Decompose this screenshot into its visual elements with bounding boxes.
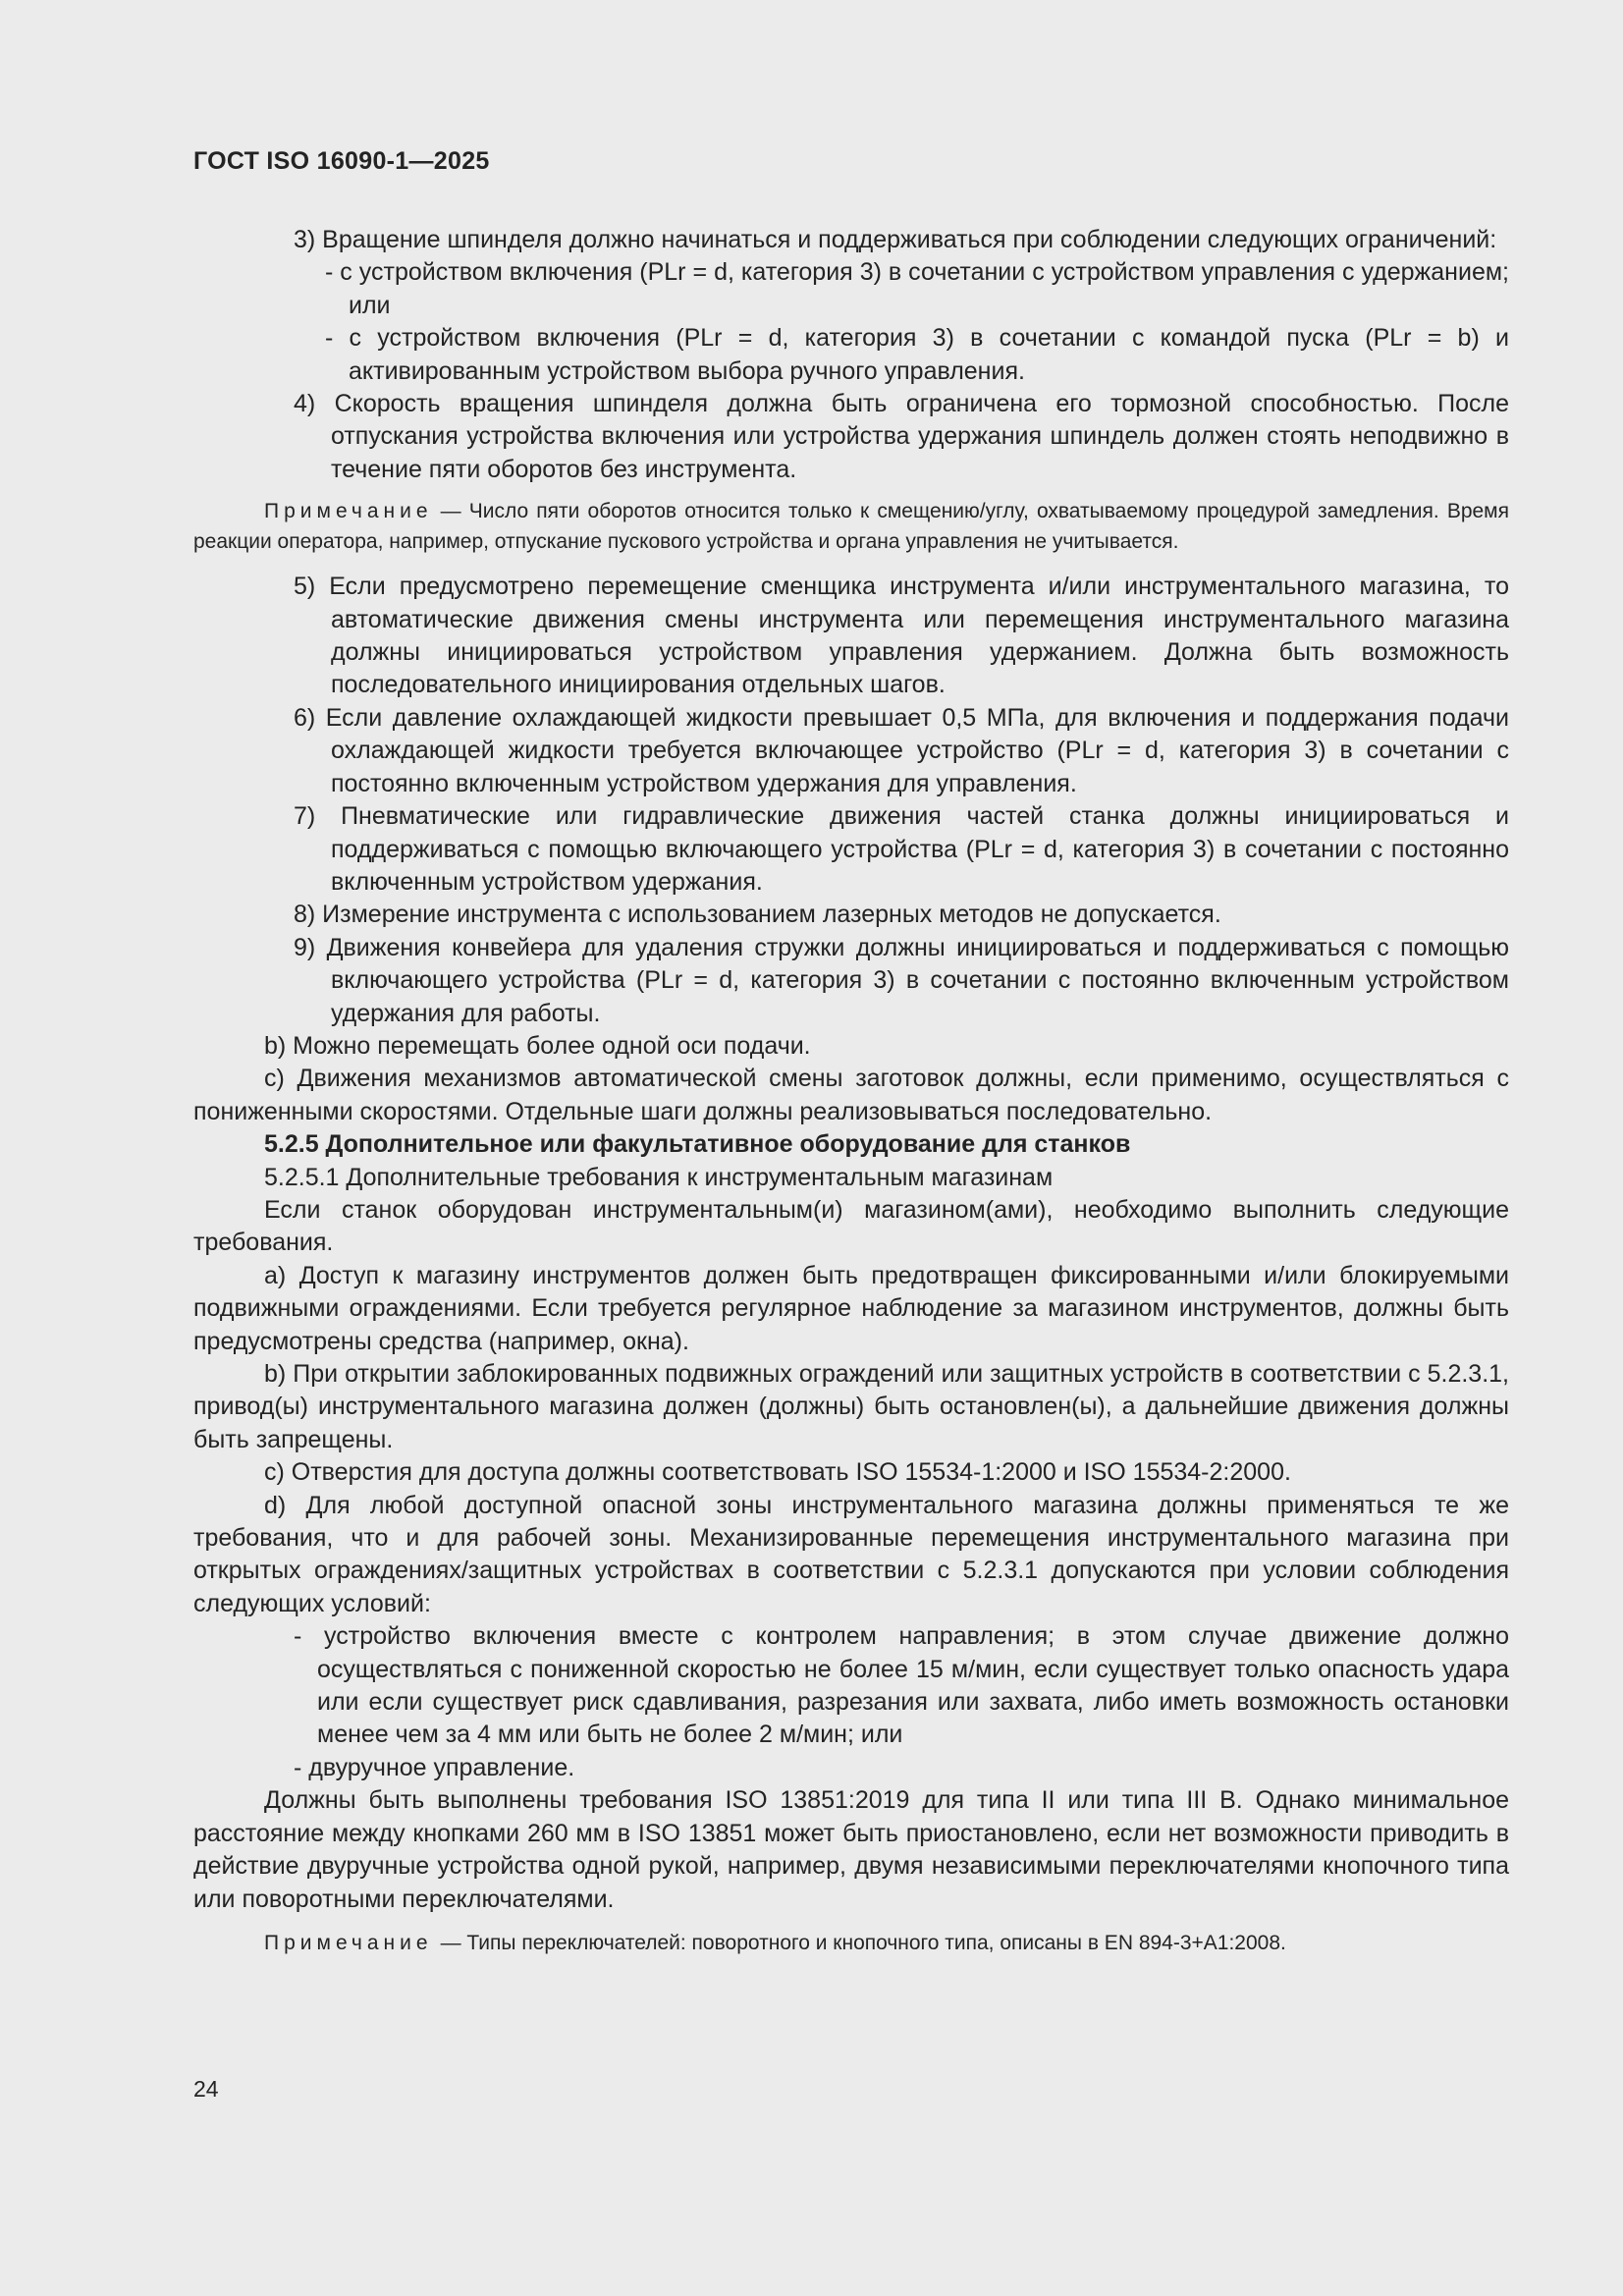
body-paragraph: c) Отверстия для доступа должны соответствовать ISO 15534-1:2000 и ISO 15534-2:2000. — [264, 1458, 1291, 1487]
body-paragraph: - двуручное управление. — [294, 1753, 575, 1781]
body-paragraph: - с устройством включения (PLr = d, категория 3) в сочетании с устройством управления с удержанием; или — [325, 258, 1509, 319]
body-paragraph: 5.2.5.1 Дополнительные требования к инструментальным магазинам — [264, 1163, 1054, 1191]
page-number: 24 — [193, 2076, 219, 2102]
body-paragraph: 8) Измерение инструмента с использованием лазерных методов не допускается. — [294, 901, 1221, 929]
note-label: Примечание — [264, 500, 433, 523]
body-paragraph: a) Доступ к магазину инструментов должен быть предотвращен фиксированными и/или блокируемыми подвижными ограждениями. Если требуется регулярное наблюдение за магазином инструментов, должны быть предусмотрены средства (например, окна). — [193, 1261, 1509, 1355]
body-paragraph: 6) Если давление охлаждающей жидкости превышает 0,5 МПа, для включения и поддержания подачи охлаждающей жидкости требуется включающее устройство (PLr = d, категория 3) в сочетании с постоянно включенным устройством удержания для управления. — [294, 703, 1509, 797]
document-header: ГОСТ ISO 16090-1—2025 — [193, 147, 490, 175]
body-paragraph: 5.2.5 Дополнительное или факультативное оборудование для станков — [264, 1130, 1131, 1159]
body-paragraph: 5) Если предусмотрено перемещение сменщика инструмента и/или инструментального магазина, то автоматические движения смены инструмента или перемещения инструментального магазина должны инициироваться устройством управления удержанием. Должна быть возможность последовательного инициирования отдельных шагов. — [294, 573, 1509, 699]
body-paragraph: 9) Движения конвейера для удаления стружки должны инициироваться и поддерживаться с помощью включающего устройства (PLr = d, категория 3) в сочетании с постоянно включенным устройством удержания для работы. — [294, 933, 1509, 1027]
body-paragraph: Должны быть выполнены требования ISO 13851:2019 для типа II или типа III B. Однако минимальное расстояние между кнопками 260 мм в ISO 13851 может быть приостановлено, если нет возможности приводить в действие двуручные устройства одной рукой, например, двумя независимыми переключателями кнопочного типа или поворотными переключателями. — [193, 1786, 1509, 1913]
note-label: Примечание — [264, 1931, 433, 1954]
body-paragraph: c) Движения механизмов автоматической смены заготовок должны, если применимо, осуществляться с пониженными скоростями. Отдельные шаги должны реализовываться последовательно. — [193, 1065, 1509, 1125]
body-paragraph: 3) Вращение шпинделя должно начинаться и поддерживаться при соблюдении следующих ограничений: — [294, 226, 1497, 253]
note-paragraph — [193, 496, 1509, 557]
body-paragraph: - с устройством включения (PLr = d, категория 3) в сочетании с командой пуска (PLr = b) и активированным устройством выбора ручного управления. — [325, 324, 1509, 385]
body-paragraph: 7) Пневматические или гидравлические движения частей станка должны инициироваться и поддерживаться с помощью включающего устройства (PLr = d, категория 3) в сочетании с постоянно включенным устройством удержания. — [294, 802, 1509, 896]
body-paragraph: Если станок оборудован инструментальным(и) магазином(ами), необходимо выполнить следующие требования. — [193, 1195, 1509, 1257]
note-text: — Число пяти оборотов относится только к смещению/углу, охватываемому процедурой замедления. Время реакции оператора, например, отпускание пускового устройства и органа управления не учитывается. — [193, 500, 1509, 554]
body-paragraph: d) Для любой доступной опасной зоны инструментального магазина должны применяться те же требования, что и для рабочей зоны. Механизированные перемещения инструментального магазина при открытых ограждениях/защитных устройствах в соответствии с 5.2.3.1 допускаются при условии соблюдения следующих условий: — [193, 1491, 1509, 1617]
note-text: — Типы переключателей: поворотного и кнопочного типа, описаны в EN 894-3+A1:2008. — [440, 1931, 1286, 1954]
body-paragraph: b) Можно перемещать более одной оси подачи. — [264, 1031, 811, 1060]
document-body — [193, 224, 1509, 1972]
note-paragraph — [193, 1928, 1509, 1958]
body-paragraph: 4) Скорость вращения шпинделя должна быть ограничена его тормозной способностью. После отпускания устройства включения или устройства удержания шпиндель должен стоять неподвижно в течение пяти оборотов без инструмента. — [294, 390, 1509, 483]
body-paragraph: b) При открытии заблокированных подвижных ограждений или защитных устройств в соответствии с 5.2.3.1, привод(ы) инструментального магазина должен (должны) быть остановлен(ы), а дальнейшие движения должны быть запрещены. — [193, 1360, 1509, 1453]
body-paragraph: - устройство включения вместе с контролем направления; в этом случае движение должно осуществляться с пониженной скоростью не более 15 м/мин, если существует только опасность удара или если существует риск сдавливания, разрезания или захвата, либо иметь возможность остановки менее чем за 4 мм или быть не более 2 м/мин; или — [294, 1622, 1509, 1749]
